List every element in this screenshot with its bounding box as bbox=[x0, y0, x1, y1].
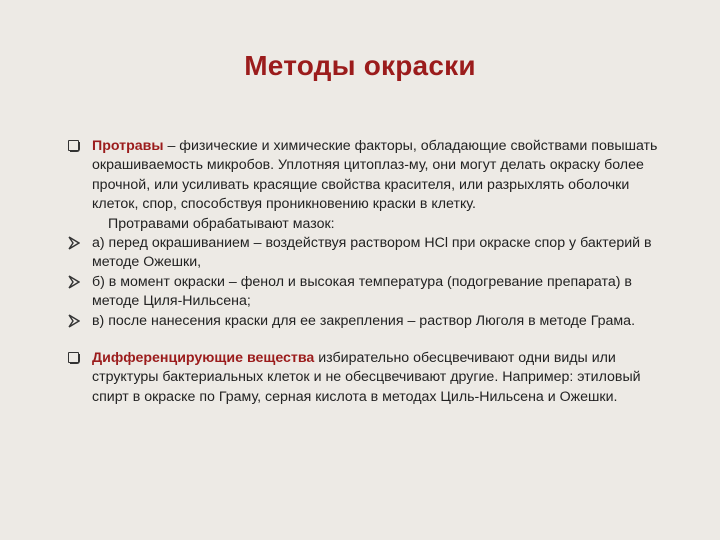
differentiating-definition: избирательно обесцвечивают одни виды или структуры бактериальных клеток и не обесцвечивают другие. Например: этиловый спирт в окраске по Граму, серная кислота в методах Циль-Нильсена и Ожешки. bbox=[92, 350, 641, 405]
term-mordants: Протравы bbox=[92, 138, 164, 154]
list-item bbox=[68, 234, 668, 273]
list-item-text: в) после нанесения краски для ее закрепления – раствор Люголя в методе Грама. bbox=[92, 312, 636, 329]
section-mordants-text bbox=[92, 138, 657, 212]
mordants-subheading: Протравами обрабатывают мазок: bbox=[108, 215, 335, 232]
section-mordants bbox=[68, 137, 668, 215]
section-differentiating-text bbox=[92, 350, 641, 405]
mordants-list bbox=[68, 234, 668, 331]
slide-content bbox=[68, 137, 668, 407]
square-bullet-icon bbox=[68, 140, 79, 151]
term-differentiating: Дифференцирующие вещества bbox=[92, 350, 315, 367]
square-bullet-icon bbox=[68, 352, 79, 363]
slide-title: Методы окраски bbox=[244, 50, 476, 81]
arrow-bullet-icon bbox=[68, 275, 80, 289]
section-differentiating bbox=[68, 349, 668, 407]
arrow-bullet-icon bbox=[68, 314, 80, 328]
mordants-definition: – физические и химические факторы, обладающие свойствами повышать окрашиваемость микробов. Уплотняя цитоплаз-му, они могут делать окраску более прочной, или усиливать красящие свойства красителя, или разрыхлять оболочки клеток, спор, способствуя проникновению краски в клетку. bbox=[92, 138, 658, 213]
list-item-text: б) в момент окраски – фенол и высокая температура (подогревание препарата) в методе Циля-Нильсена; bbox=[92, 273, 632, 310]
section-spacer bbox=[68, 331, 668, 349]
list-item bbox=[68, 312, 668, 331]
arrow-bullet-icon bbox=[68, 236, 80, 250]
list-item bbox=[68, 273, 668, 312]
list-item-text: а) перед окрашиванием – воздействуя раствором HCl при окраске спор у бактерий в методе Ожешки, bbox=[92, 235, 652, 271]
